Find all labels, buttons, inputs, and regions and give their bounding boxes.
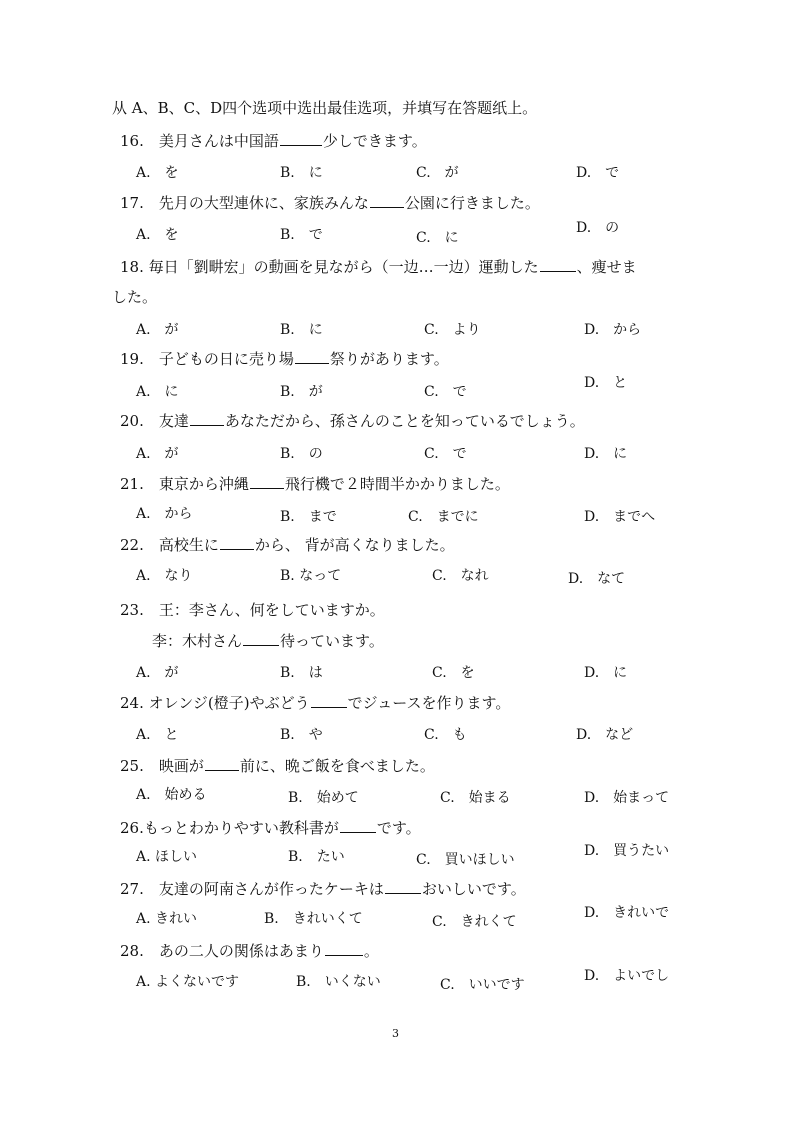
question-number: 21. xyxy=(120,475,144,493)
answer-blank[interactable] xyxy=(250,474,284,489)
question-text: 毎日「劉畊宏」の動画を見ながら（一边…一边）運動した xyxy=(148,258,539,276)
question-text: 映画が xyxy=(158,757,204,775)
answer-blank[interactable] xyxy=(340,818,376,833)
question-20 xyxy=(120,411,585,431)
question-number: 27. xyxy=(120,880,144,898)
question-text: 友達 xyxy=(158,412,189,430)
option-a[interactable]: A. が xyxy=(136,665,179,681)
question-text: 飛行機で２時間半かかりました。 xyxy=(284,475,510,493)
question-23-line2 xyxy=(152,631,384,651)
answer-blank[interactable] xyxy=(295,349,329,364)
option-d[interactable]: D. から xyxy=(584,322,642,338)
option-b[interactable]: B. は xyxy=(280,665,323,681)
option-c[interactable]: C. を xyxy=(432,665,475,681)
question-text: 、痩せま xyxy=(576,258,637,276)
option-c[interactable]: C. までに xyxy=(408,509,479,525)
option-a[interactable]: A. きれい xyxy=(136,911,198,927)
question-number: 20. xyxy=(120,412,144,430)
option-b[interactable]: B. に xyxy=(280,322,323,338)
option-b[interactable]: B. いくない xyxy=(296,974,381,990)
option-b[interactable]: B. や xyxy=(280,727,323,743)
question-24 xyxy=(120,693,510,713)
option-a[interactable]: A. を xyxy=(136,227,179,243)
option-d[interactable]: D. なて xyxy=(568,571,626,587)
option-a[interactable]: A. から xyxy=(136,506,193,522)
option-c[interactable]: C. に xyxy=(416,230,459,246)
option-c[interactable]: C. で xyxy=(424,384,467,400)
option-b[interactable]: B. なって xyxy=(280,568,342,584)
answer-blank[interactable] xyxy=(220,535,254,550)
option-a[interactable]: A. が xyxy=(136,446,179,462)
option-d[interactable]: D. の xyxy=(576,220,620,236)
option-b[interactable]: B. の xyxy=(280,446,323,462)
question-text: でジュースを作ります。 xyxy=(347,694,511,712)
question-text: 待っています。 xyxy=(280,632,384,650)
question-number: 23. xyxy=(120,601,144,619)
option-d[interactable]: D. よいでし xyxy=(584,968,670,984)
option-c[interactable]: C. なれ xyxy=(432,568,489,584)
option-c[interactable]: C. いいです xyxy=(440,977,525,993)
question-text: あの二人の関係はあまり xyxy=(158,942,324,960)
option-d[interactable]: D. 始まって xyxy=(584,790,670,806)
option-a[interactable]: A. 始める xyxy=(136,787,207,803)
option-d[interactable]: D. など xyxy=(576,727,634,743)
option-a[interactable]: A. を xyxy=(136,165,179,181)
answer-blank[interactable] xyxy=(540,257,576,272)
question-text: 少しできます。 xyxy=(322,132,427,150)
question-text: 祭りがあります。 xyxy=(329,350,449,368)
option-d[interactable]: D. で xyxy=(576,165,620,181)
question-text: 先月の大型連休に、家族みんな xyxy=(158,194,369,212)
question-text: から、 背が高くなりました。 xyxy=(254,536,455,554)
question-text: 子どもの日に売り場 xyxy=(158,350,294,368)
page-number: 3 xyxy=(392,1027,399,1040)
answer-blank[interactable] xyxy=(370,193,404,208)
question-17 xyxy=(120,193,540,213)
answer-blank[interactable] xyxy=(311,693,347,708)
option-b[interactable]: B. 始めて xyxy=(288,790,359,806)
question-number: 18. xyxy=(120,258,144,276)
option-c[interactable]: C. が xyxy=(416,165,459,181)
option-a[interactable]: A. よくないです xyxy=(136,974,240,990)
question-number: 22. xyxy=(120,536,144,554)
answer-blank[interactable] xyxy=(385,879,421,894)
option-b[interactable]: B. まで xyxy=(280,509,337,525)
option-d[interactable]: D. 買うたい xyxy=(584,843,670,859)
question-18-continuation: した。 xyxy=(112,288,158,306)
option-c[interactable]: C. も xyxy=(424,727,467,743)
question-16 xyxy=(120,131,427,151)
question-number: 16. xyxy=(120,132,144,150)
option-b[interactable]: B. きれいくて xyxy=(264,911,363,927)
answer-blank[interactable] xyxy=(190,411,224,426)
option-b[interactable]: B. が xyxy=(280,384,323,400)
answer-blank[interactable] xyxy=(325,941,363,956)
question-22 xyxy=(120,535,455,555)
question-number: 17. xyxy=(120,194,144,212)
question-text: 友達の阿南さんが作ったケーキは xyxy=(158,880,384,898)
option-b[interactable]: B. に xyxy=(280,165,323,181)
answer-blank[interactable] xyxy=(205,756,239,771)
question-21 xyxy=(120,474,510,494)
option-b[interactable]: B. で xyxy=(280,227,323,243)
option-c[interactable]: C. より xyxy=(424,322,481,338)
question-26 xyxy=(120,818,421,838)
question-number: 28. xyxy=(120,942,144,960)
option-d[interactable]: D. に xyxy=(584,446,628,462)
question-text: おいしいです。 xyxy=(421,880,526,898)
instruction: 从 A、B、C、D四个选项中选出最佳选项，并填写在答题纸上。 xyxy=(112,99,538,117)
question-text: 公園に行きました。 xyxy=(404,194,540,212)
option-a[interactable]: A. に xyxy=(136,384,179,400)
question-19 xyxy=(120,349,449,369)
option-b[interactable]: B. たい xyxy=(288,849,345,865)
question-23 xyxy=(120,600,385,620)
question-text: です。 xyxy=(376,819,421,837)
question-18 xyxy=(120,257,637,277)
question-text: 。 xyxy=(363,942,379,960)
question-number: 24. xyxy=(120,694,144,712)
question-text: 李：木村さん xyxy=(152,632,243,650)
option-c[interactable]: C. 買いほしい xyxy=(416,852,515,868)
question-text: 王：李さん、何をしていますか。 xyxy=(158,601,385,619)
question-27 xyxy=(120,879,526,899)
question-text: あなただから、孫さんのことを知っているでしょう。 xyxy=(224,412,585,430)
option-a[interactable]: A. と xyxy=(136,727,179,743)
question-28 xyxy=(120,941,379,961)
question-number: 26. xyxy=(120,819,144,837)
option-d[interactable]: D. に xyxy=(584,665,628,681)
option-c[interactable]: C. きれくて xyxy=(432,914,517,930)
option-d[interactable]: D. きれいで xyxy=(584,905,670,921)
question-text: オレンジ(橙子)やぶどう xyxy=(148,694,310,712)
option-d[interactable]: D. と xyxy=(584,375,628,391)
option-a[interactable]: A. ほしい xyxy=(136,849,198,865)
question-25 xyxy=(120,756,435,776)
option-c[interactable]: C. 始まる xyxy=(440,790,511,806)
question-number: 19. xyxy=(120,350,144,368)
question-text: 東京から沖縄 xyxy=(158,475,249,493)
question-text: 高校生に xyxy=(158,536,219,554)
answer-blank[interactable] xyxy=(280,131,322,146)
option-c[interactable]: C. で xyxy=(424,446,467,462)
question-number: 25. xyxy=(120,757,144,775)
option-a[interactable]: A. なり xyxy=(136,568,193,584)
question-text: 美月さんは中国語 xyxy=(158,132,279,150)
question-text: もっとわかりやすい教科書が xyxy=(143,819,339,837)
option-d[interactable]: D. までへ xyxy=(584,509,656,525)
option-a[interactable]: A. が xyxy=(136,322,179,338)
question-text: 前に、晩ご飯を食べました。 xyxy=(239,757,435,775)
answer-blank[interactable] xyxy=(243,631,279,646)
